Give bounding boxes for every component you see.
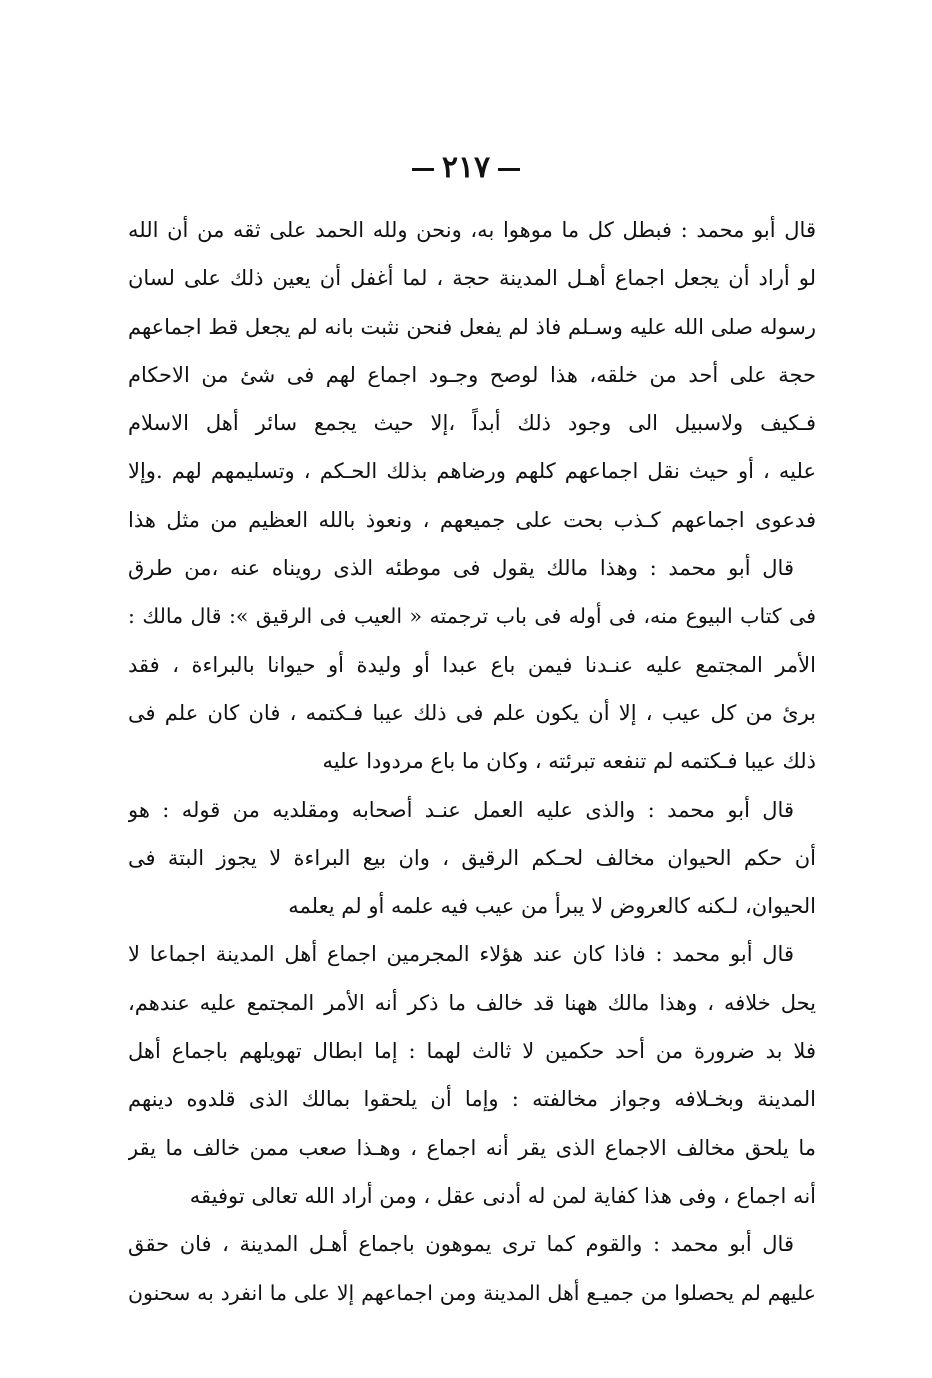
text-line: قال أبو محمد : والذى عليه العمل عنـد أصحابه ومقلديه من قوله : هو <box>128 797 794 822</box>
text-line: أن حكم الحيوان مخالف لحـكم الرقيق ، وان بيع البراءة لا يجوز البتة فى <box>128 845 816 870</box>
page-number: ٢١٧ <box>441 150 491 185</box>
text-line: يحل خلافه ، وهذا مالك ههنا قد خالف ما ذكر أنه الأمر المجتمع عليه عندهم، <box>128 990 816 1015</box>
text-line: أنه اجماع ، وفى هذا كفاية لمن له أدنى عقل ، ومن أراد الله تعالى توفيقه <box>189 1183 816 1208</box>
text-line: برئ من كل عيب ، إلا أن يكون علم فى ذلك عيبا فـكتمه ، فان كان علم فى <box>128 700 816 725</box>
text-line: ذلك عيبا فـكتمه لم تنفعه تبرئته ، وكان ما باع مردودا عليه <box>322 749 816 774</box>
text-line: ما يلحق مخالف الاجماع الذى يقر أنه اجماع ، وهـذا صعب ممن خالف ما يقر <box>128 1135 816 1160</box>
text-line: الأمر المجتمع عليه عنـدنا فيمن باع عبدا أو وليدة أو حيوانا بالبراءة ، فقد <box>128 652 816 677</box>
text-line: قال أبو محمد : وهذا مالك يقول فى موطئه الذى رويناه عنه ،من طرق <box>128 556 794 581</box>
text-line: فلا بد ضرورة من أحد حكمين لا ثالث لهما : إما ابطال تهويلهم باجماع أهل <box>128 1039 816 1064</box>
text-line: عليهم لم يحصلوا من جميـع أهل المدينة ومن اجماعهم إلا على ما انفرد به سحنون <box>128 1280 816 1305</box>
text-line: الحيوان، لـكنه كالعروض لا يبرأ من عيب فيه علمه أو لم يعلمه <box>288 894 816 919</box>
dash-right <box>498 168 520 171</box>
body-text <box>128 206 816 1317</box>
text-line: قال أبو محمد : فبطل كل ما موهوا به، ونحن ولله الحمد على ثقه من أن الله <box>128 218 816 242</box>
page-number-header <box>0 150 932 185</box>
text-line: فـكيف ولاسبيل الى وجود ذلك أبداً ،إلا حيث يجمع سائر أهل الاسلام <box>128 411 816 436</box>
text-line: المدينة وبخـلافه وجواز مخالفته : وإما أن يلحقوا بمالك الذى قلدوه دينهم <box>128 1087 816 1112</box>
text-line: حجة على أحد من خلقه، هذا لوصح وجـود اجماع لهم فى شئ من الاحكام <box>128 362 816 387</box>
text-line: فدعوى اجماعهم كـذب بحت على جميعهم ، ونعوذ بالله العظيم من مثل هذا <box>128 507 816 532</box>
text-line: لو أراد أن يجعل اجماع أهـل المدينة حجة ، لما أغفل أن يعين ذلك على لسان <box>128 266 816 291</box>
text-line: رسوله صلى الله عليه وسـلم فاذ لم يفعل فنحن نثبت بانه لم يجعل قط اجماعهم <box>128 314 816 339</box>
text-line: عليه ، أو حيث نقل اجماعهم كلهم ورضاهم بذلك الحـكم ، وتسليمهم لهم .وإلا <box>128 459 816 484</box>
text-line: قال أبو محمد : فاذا كان عند هؤلاء المجرمين اجماع أهل المدينة اجماعا لا <box>128 942 794 967</box>
text-line: قال أبو محمد : والقوم كما ترى يموهون باجماع أهـل المدينة ، فان حقق <box>128 1232 794 1257</box>
text-line: فى كتاب البيوع منه، فى أوله فى باب ترجمته « العيب فى الرقيق »: قال مالك : <box>128 604 816 629</box>
dash-left <box>412 168 434 171</box>
